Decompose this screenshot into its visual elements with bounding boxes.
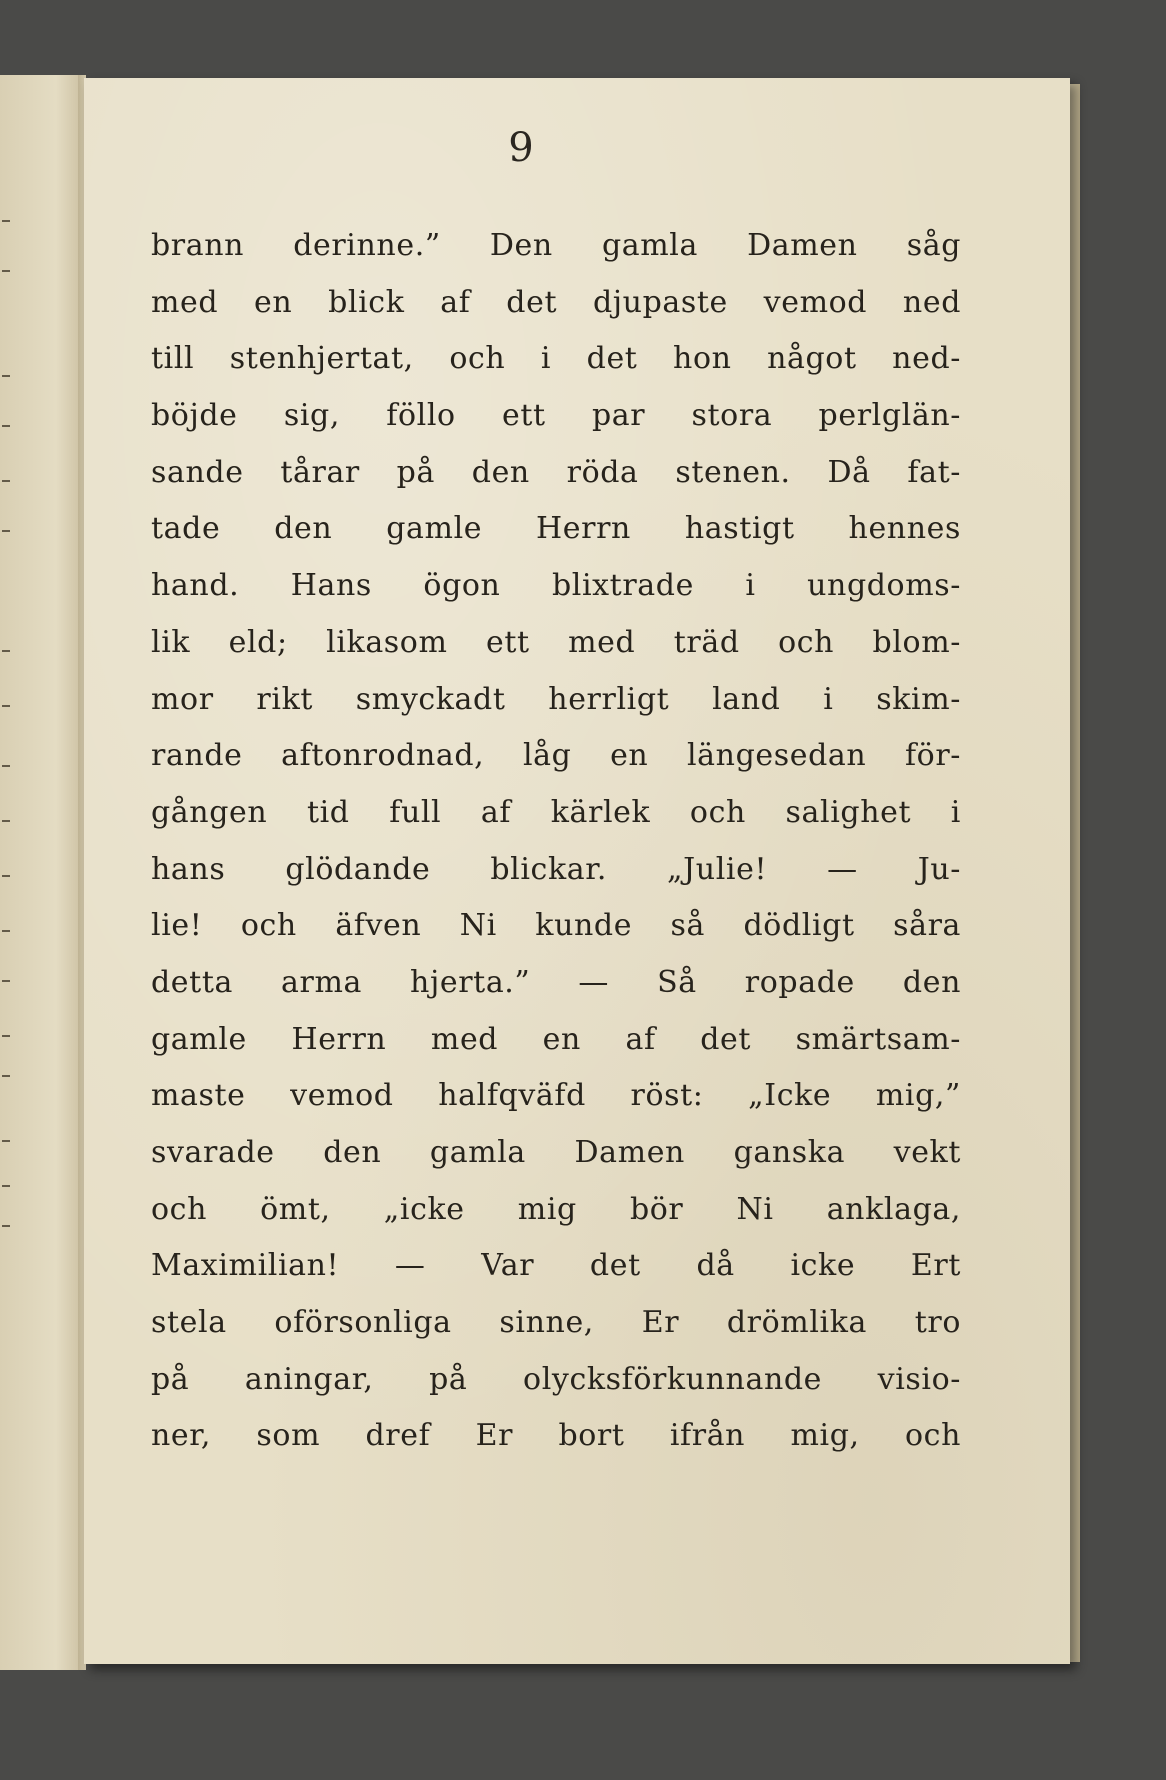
text-line: detta arma hjerta.” — Så ropade den — [151, 964, 961, 1000]
text-line: brann derinne.” Den gamla Damen såg — [151, 228, 961, 263]
text-line: tade den gamle Herrn hastigt hennes — [151, 511, 961, 547]
text-line: och ömt, „icke mig bör Ni anklaga, — [151, 1191, 961, 1227]
page-number-text: 9 — [508, 125, 534, 171]
text-line: lie! och äfven Ni kunde så dödligt såra — [151, 908, 961, 944]
text-line: ner, som dref Er bort ifrån mig, och — [151, 1418, 961, 1454]
text-line: lik eld; likasom ett med träd och blom- — [151, 624, 961, 660]
text-line: gången tid full af kärlek och salighet i — [151, 794, 961, 830]
page-number — [0, 125, 1070, 171]
text-line: svarade den gamla Damen ganska vekt — [151, 1135, 961, 1170]
left-page-edge — [0, 75, 80, 1670]
text-line: stela oförsonliga sinne, Er drömlika tro — [151, 1305, 961, 1341]
text-line: med en blick af det djupaste vemod ned — [151, 284, 961, 320]
body-text — [151, 218, 961, 1465]
text-line: Maximilian! — Var det då icke Ert — [151, 1248, 961, 1284]
text-line: maste vemod halfqväfd röst: „Icke mig,” — [151, 1078, 961, 1114]
text-line: gamle Herrn med en af det smärtsam- — [151, 1021, 961, 1057]
text-line: böjde sig, föllo ett par stora perlglän- — [151, 398, 961, 434]
left-page-text-fragments — [0, 75, 14, 1670]
text-line: hans glödande blickar. „Julie! — Ju- — [151, 851, 961, 887]
text-line: sande tårar på den röda stenen. Då fat- — [151, 454, 961, 490]
text-line: mor rikt smyckadt herrligt land i skim- — [151, 681, 961, 717]
text-line: på aningar, på olycksförkunnande visio- — [151, 1361, 961, 1397]
text-line: till stenhjertat, och i det hon något ned- — [151, 341, 961, 377]
text-line: hand. Hans ögon blixtrade i ungdoms- — [151, 568, 961, 604]
text-line: rande aftonrodnad, låg en längesedan för- — [151, 738, 961, 774]
